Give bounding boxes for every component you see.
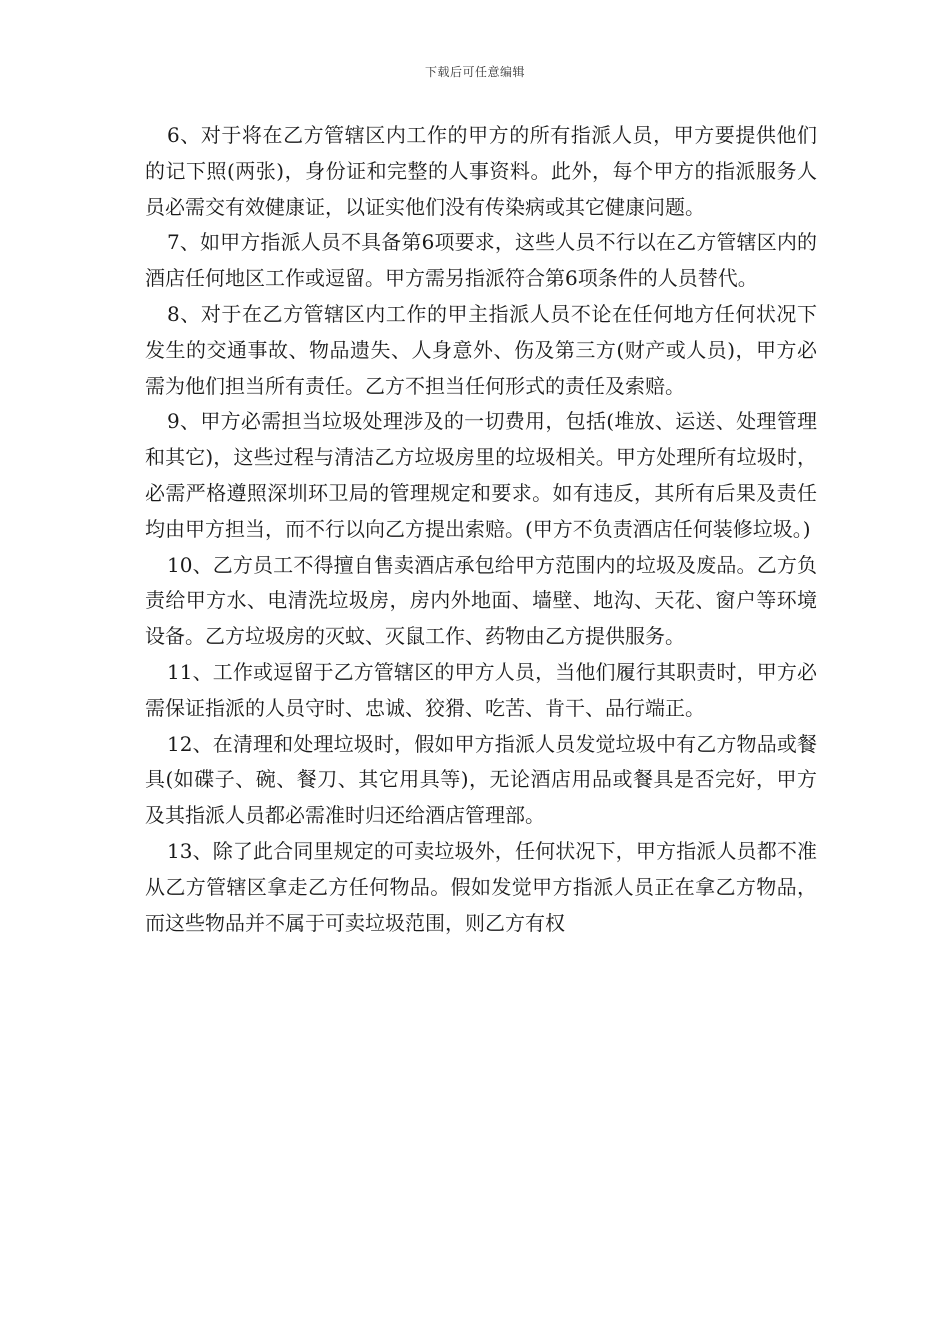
clause-13-paragraph: 13、除了此合同里规定的可卖垃圾外，任何状况下，甲方指派人员都不准从乙方管辖区拿走乙方任何物品。假如发觉甲方指派人员正在拿乙方物品，而这些物品并不属于可卖垃圾范围，则乙方有权 [145, 838, 817, 935]
clause-10-paragraph: 10、乙方员工不得擅自售卖酒店承包给甲方范围内的垃圾及废品。乙方负责给甲方水、电清洗垃圾房，房内外地面、墙壁、地沟、天花、窗户等环境设备。乙方垃圾房的灭蚊、灭鼠工作、药物由乙方提供服务。 [145, 552, 817, 649]
clause-9-paragraph: 9、甲方必需担当垃圾处理涉及的一切费用，包括(堆放、运送、处理管理和其它)，这些过程与清洁乙方垃圾房里的垃圾相关。甲方处理所有垃圾时，必需严格遵照深圳环卫局的管理规定和要求。如有违反，其所有后果及责任均由甲方担当，而不行以向乙方提出索赔。(甲方不负责酒店任何装修垃圾。) [145, 409, 817, 541]
clause-7-paragraph: 7、如甲方指派人员不具备第6项要求，这些人员不行以在乙方管辖区内的酒店任何地区工作或逗留。甲方需另指派符合第6项条件的人员替代。 [145, 230, 817, 291]
clause-6-paragraph: 6、对于将在乙方管辖区内工作的甲方的所有指派人员，甲方要提供他们的记下照(两张)，身份证和完整的人事资料。此外，每个甲方的指派服务人员必需交有效健康证，以证实他们没有传染病或其它健康问题。 [145, 123, 817, 219]
document-body [145, 118, 817, 941]
clause-12-paragraph: 12、在清理和处理垃圾时，假如甲方指派人员发觉垃圾中有乙方物品或餐具(如碟子、碗、餐刀、其它用具等)，无论酒店用品或餐具是否完好，甲方及其指派人员都必需准时归还给酒店管理部。 [145, 731, 817, 828]
clause-11-paragraph: 11、工作或逗留于乙方管辖区的甲方人员，当他们履行其职责时，甲方必需保证指派的人员守时、忠诚、狡猾、吃苦、肯干、品行端正。 [145, 659, 817, 720]
clause-8-paragraph: 8、对于在乙方管辖区内工作的甲主指派人员不论在任何地方任何状况下发生的交通事故、物品遗失、人身意外、伤及第三方(财产或人员)，甲方必需为他们担当所有责任。乙方不担当任何形式的责任及索赔。 [145, 301, 817, 398]
page-header-note: 下载后可任意编辑 [424, 65, 525, 79]
